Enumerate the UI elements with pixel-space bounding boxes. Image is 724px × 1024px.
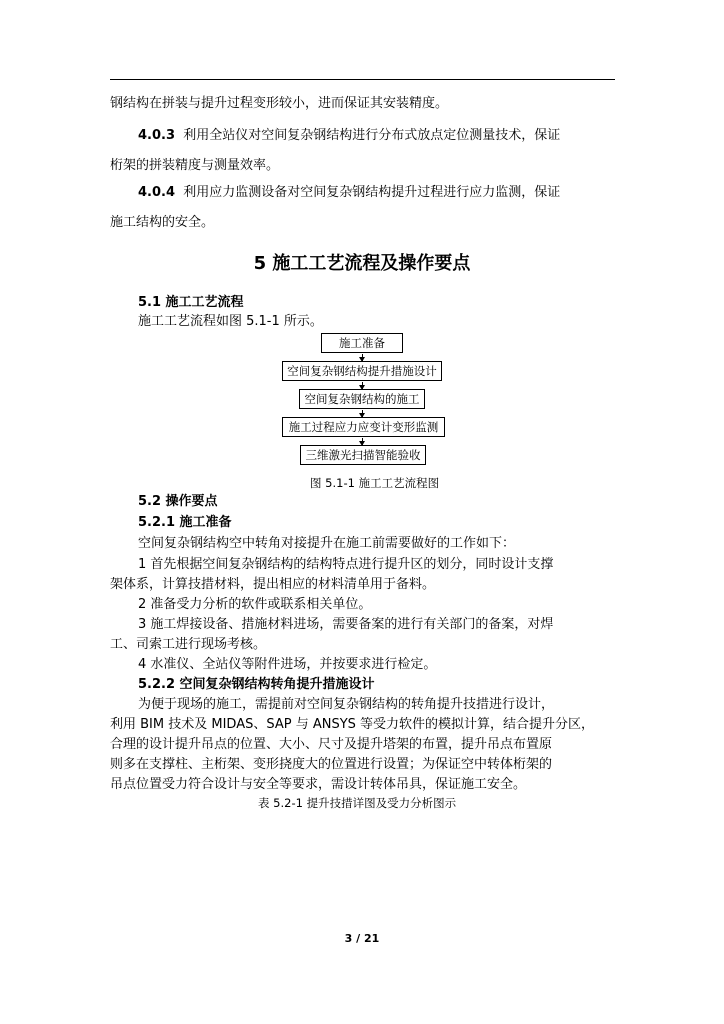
paragraph-line: 为便于现场的施工，需提前对空间复杂钢结构的转角提升技措进行设计， [138, 697, 555, 712]
table-caption: 表 5.2-1 提升技措详图及受力分析图示 [258, 796, 457, 810]
list-item-3: 3 施工焊接设备、措施材料进场，需要备案的进行有关部门的备案，对焊 [138, 617, 554, 632]
paragraph-line: 利用 BIM 技术及 MIDAS、SAP 与 ANSYS 等受力软件的模拟计算，结合提升分区， [110, 717, 595, 732]
flow-step-5: 三维激光扫描智能验收 [300, 445, 426, 465]
header-rule [110, 79, 615, 80]
list-item-4: 4 水准仪、全站仪等附件进场，并按要求进行检定。 [138, 657, 437, 672]
clause-text: 利用应力监测设备对空间复杂钢结构提升过程进行应力监测，保证 [183, 185, 561, 200]
figure-caption: 图 5.1-1 施工工艺流程图 [310, 476, 440, 490]
clause-number: 4.0.4 [138, 185, 176, 200]
section-5-1-heading: 5.1 施工工艺流程 [138, 295, 244, 310]
paragraph-line: 空间复杂钢结构空中转角对接提升在施工前需要做好的工作如下： [138, 536, 516, 551]
paragraph-line: 施工结构的安全。 [110, 215, 215, 230]
clause-number: 4.0.3 [138, 128, 176, 143]
flow-step-2: 空间复杂钢结构提升措施设计 [282, 361, 442, 381]
flow-step-3: 空间复杂钢结构的施工 [299, 389, 425, 409]
list-item-3-cont: 工、司索工进行现场考核。 [110, 637, 267, 652]
page-number: 3 / 21 [344, 932, 380, 945]
paragraph-line: 钢结构在拼装与提升过程变形较小，进而保证其安装精度。 [110, 96, 449, 111]
paragraph-line: 则多在支撑柱、主桁架、变形挠度大的位置进行设置；为保证空中转体桁架的 [110, 757, 553, 772]
clause-4-0-4 [138, 184, 560, 201]
list-item-1: 1 首先根据空间复杂钢结构的结构特点进行提升区的划分，同时设计支撑 [138, 557, 554, 572]
clause-text: 利用全站仪对空间复杂钢结构进行分布式放点定位测量技术，保证 [183, 128, 561, 143]
paragraph-line: 施工工艺流程如图 5.1-1 所示。 [138, 314, 323, 329]
list-item-2: 2 准备受力分析的软件或联系相关单位。 [138, 597, 372, 612]
list-item-1-cont: 架体系，计算技措材料，提出相应的材料清单用于备料。 [110, 577, 436, 592]
paragraph-line: 桁架的拼装精度与测量效率。 [110, 158, 280, 173]
process-flowchart [280, 330, 446, 466]
flow-step-4: 施工过程应力应变计变形监测 [282, 417, 445, 437]
section-5-2-2-heading: 5.2.2 空间复杂钢结构转角提升措施设计 [138, 677, 375, 692]
flow-arrow [362, 438, 363, 445]
flow-arrow [362, 382, 363, 389]
flow-arrow [362, 410, 363, 417]
section-5-2-1-heading: 5.2.1 施工准备 [138, 515, 232, 530]
paragraph-line: 吊点位置受力符合设计与安全等要求，需设计转体吊具，保证施工安全。 [110, 777, 527, 792]
section-5-heading: 5 施工工艺流程及操作要点 [253, 253, 471, 274]
section-5-2-heading: 5.2 操作要点 [138, 494, 218, 509]
paragraph-line: 合理的设计提升吊点的位置、大小、尺寸及提升塔架的布置，提升吊点布置原 [110, 737, 553, 752]
flow-step-1: 施工准备 [321, 333, 403, 353]
clause-4-0-3 [138, 127, 560, 144]
flow-arrow [362, 354, 363, 361]
